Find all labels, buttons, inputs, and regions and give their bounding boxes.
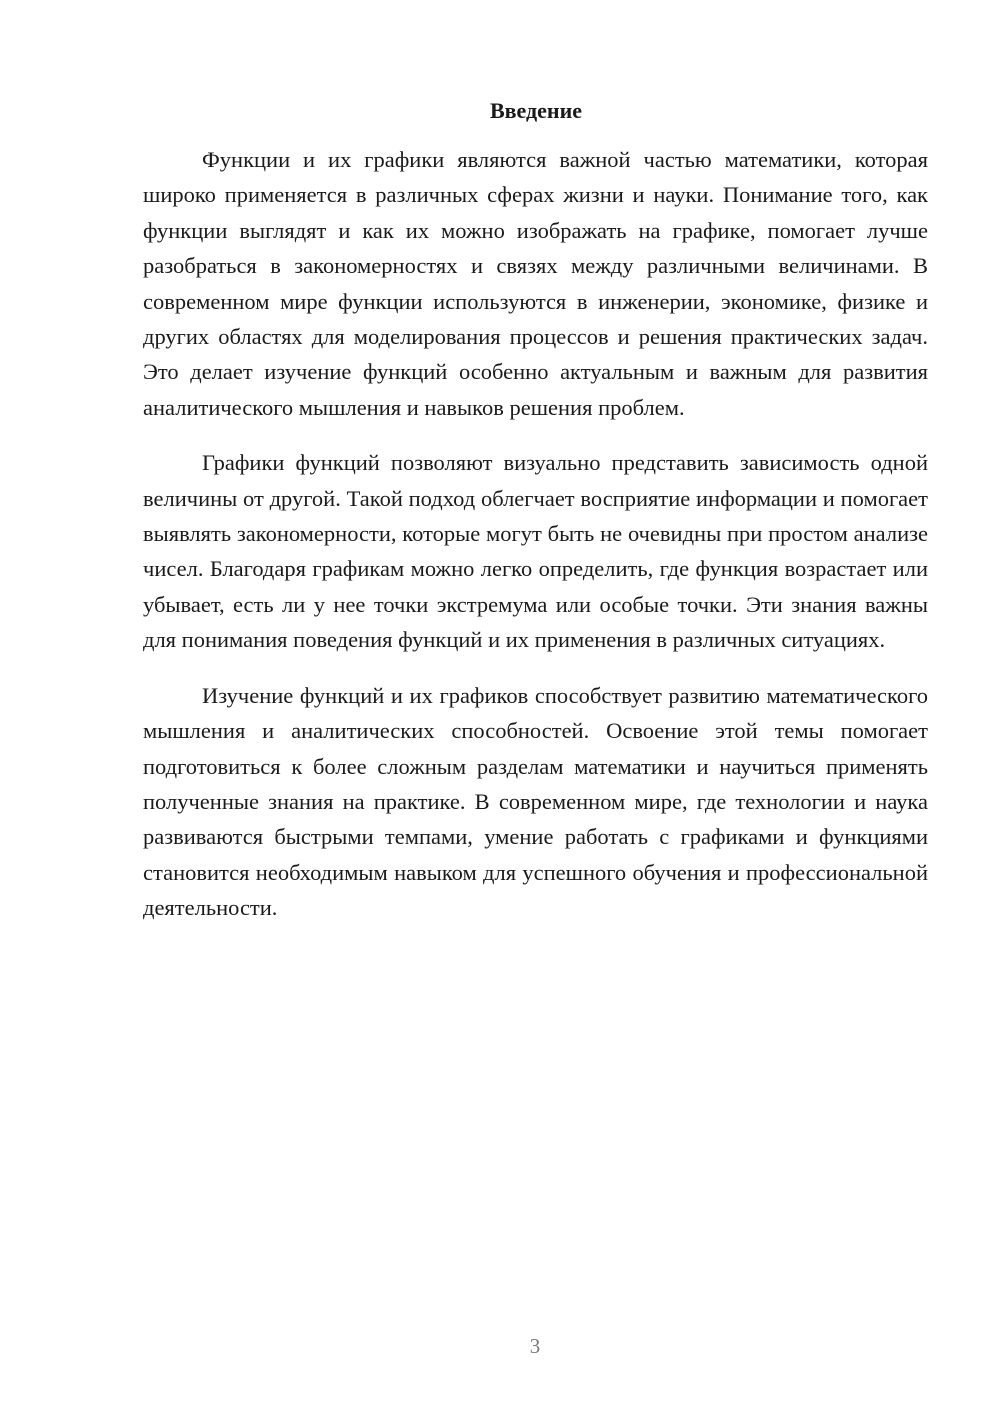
- body-text: [143, 142, 928, 946]
- paragraph-3: Изучение функций и их графиков способствует развитию математического мышления и аналитических способностей. Освоение этой темы помогает подготовиться к более сложным разделам математики и научиться применять полученные знания на практике. В современном мире, где технологии и наука развиваются быстрыми темпами, умение работать с графиками и функциями становится необходимым навыком для успешного обучения и профессиональной деятельности.: [143, 682, 928, 921]
- section-heading: Введение: [489, 98, 583, 123]
- page-number: 3: [529, 1334, 541, 1358]
- paragraph-1: Функции и их графики являются важной частью математики, которая широко применяется в различных сферах жизни и науки. Понимание того, как функции выглядят и как их можно изображать на графике, помогает лучше разобраться в закономерностях и связях между различными величинами. В современном мире функции используются в инженерии, экономике, физике и других областях для моделирования процессов и решения практических задач. Это делает изучение функций особенно актуальным и важным для развития аналитического мышления и навыков решения проблем.: [143, 147, 928, 420]
- paragraph-2: Графики функций позволяют визуально представить зависимость одной величины от другой. Такой подход облегчает восприятие информации и помогает выявлять закономерности, которые могут быть не очевидны при простом анализе чисел. Благодаря графикам можно легко определить, где функция возрастает или убывает, есть ли у нее точки экстремума или особые точки. Эти знания важны для понимания поведения функций и их применения в различных ситуациях.: [143, 450, 928, 653]
